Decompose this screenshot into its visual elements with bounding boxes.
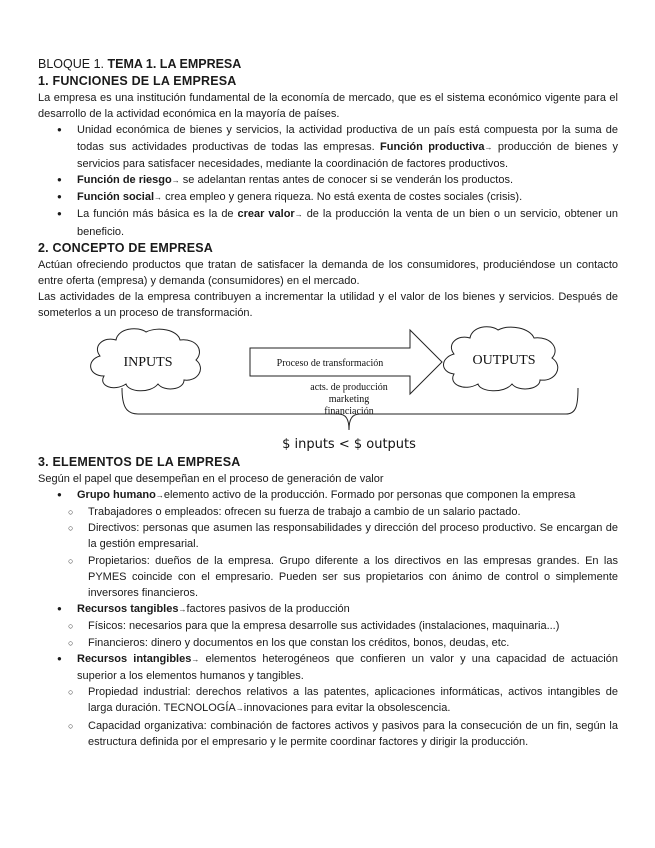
arrow-icon: → <box>154 193 163 203</box>
arrow-icon: → <box>178 605 187 615</box>
list-item: ● Función de riesgo→ se adelantan rentas antes de conocer si se venderán los productos. <box>38 172 618 189</box>
arrow-icon: → <box>484 142 493 152</box>
value-formula: $ inputs < $ outputs <box>282 436 416 452</box>
block-title <box>38 56 618 73</box>
list-item: ● Recursos intangibles→ elementos heterogéneos que confieren un valor y una capacidad de actuación superior a los elementos humanos y tangibles. <box>38 651 618 684</box>
topic-title: TEMA 1. LA EMPRESA <box>107 57 242 71</box>
sub-list-item: ○ Físicos: necesarios para que la empresa desarrolle sus actividades (instalaciones, maquinaria...) <box>38 618 618 634</box>
section-1-list <box>38 122 618 239</box>
arrow-icon: → <box>191 654 200 664</box>
arrow-icon: → <box>294 210 303 220</box>
sub-list-item: ○ Financieros: dinero y documentos en los que constan los créditos, bonos, deudas, etc. <box>38 635 618 651</box>
sub-list-item: ○ Directivos: personas que asumen las responsabilidades y dirección del proceso productivo. Se encargan de la gestión empresarial. <box>38 520 618 552</box>
arrow-icon: → <box>155 490 164 500</box>
section-2-heading: 2. CONCEPTO DE EMPRESA <box>38 240 214 255</box>
list-item: ● Unidad económica de bienes y servicios, la actividad productiva de un país está compuesta por la suma de todas sus actividades productivas de todas las empresas. Función productiva→ producción de bienes y servicios para satisfacer necesidades, mediante la coordinación de factores productivos. <box>38 122 618 172</box>
section-1-intro: La empresa es una institución fundamental de la economía de mercado, que es el sistema económico vigente para el desarrollo de la actividad económica en la mayoría de países. <box>38 92 618 121</box>
arrow-icon: → <box>235 704 244 714</box>
section-2-paragraph-1: Actúan ofreciendo productos que tratan de satisfacer la demanda de los consumidores, produciéndose un contacto entre oferta (empresa) y demanda (consumidores) en el mercado. <box>38 258 618 288</box>
section-3-intro: Según el papel que desempeñan en el proceso de generación de valor <box>38 472 384 485</box>
transformation-diagram <box>38 322 618 454</box>
process-label: Proceso de transformación <box>276 357 384 369</box>
activity-marketing: marketing <box>328 393 370 405</box>
block-prefix: BLOQUE 1. <box>38 57 108 71</box>
activity-finance: financiación <box>324 405 374 417</box>
sub-list-item: ○ Capacidad organizativa: combinación de factores activos y pasivos para la consecución de un fin, según la estructura definida por el empresario y le permite coordinar factores y dirigir la producción. <box>38 718 618 750</box>
document-page <box>38 56 618 750</box>
section-1-heading: 1. FUNCIONES DE LA EMPRESA <box>38 74 237 88</box>
list-item: ● La función más básica es la de crear valor→ de la producción la venta de un bien o un servicio, obtener un beneficio. <box>38 206 618 239</box>
diagram-svg <box>38 322 618 454</box>
outputs-label: OUTPUTS <box>472 352 536 368</box>
activity-production: acts. de producción <box>310 381 388 393</box>
sub-list-item: ○ Propietarios: dueños de la empresa. Grupo diferente a los directivos en las empresas grandes. En las PYMES coincide con el empresario. Pueden ser sus propietarios con ánimo de control o simplemente inversores financieros. <box>38 553 618 602</box>
sub-list-item: ○ Trabajadores o empleados: ofrecen su fuerza de trabajo a cambio de un salario pactado. <box>38 504 618 520</box>
section-3-heading: 3. ELEMENTOS DE LA EMPRESA <box>38 454 241 469</box>
sub-list-item: ○ Propiedad industrial: derechos relativos a las patentes, aplicaciones informáticas, activos intangibles de larga duración. TECNOLOGÍA→innovaciones para evitar la obsolescencia. <box>38 684 618 717</box>
inputs-label: INPUTS <box>123 354 173 370</box>
section-3-list <box>38 487 618 750</box>
section-2-paragraph-2: Las actividades de la empresa contribuyen a incrementar la utilidad y el valor de los bienes y servicios. Después de someterlos a un proceso de transformación. <box>38 291 618 320</box>
arrow-icon: → <box>171 176 180 186</box>
list-item: ● Recursos tangibles→factores pasivos de la producción <box>38 601 618 618</box>
list-item: ● Grupo humano→elemento activo de la producción. Formado por personas que componen la empresa <box>38 487 618 504</box>
list-item: ● Función social→ crea empleo y genera riqueza. No está exenta de costes sociales (crisis). <box>38 189 618 206</box>
